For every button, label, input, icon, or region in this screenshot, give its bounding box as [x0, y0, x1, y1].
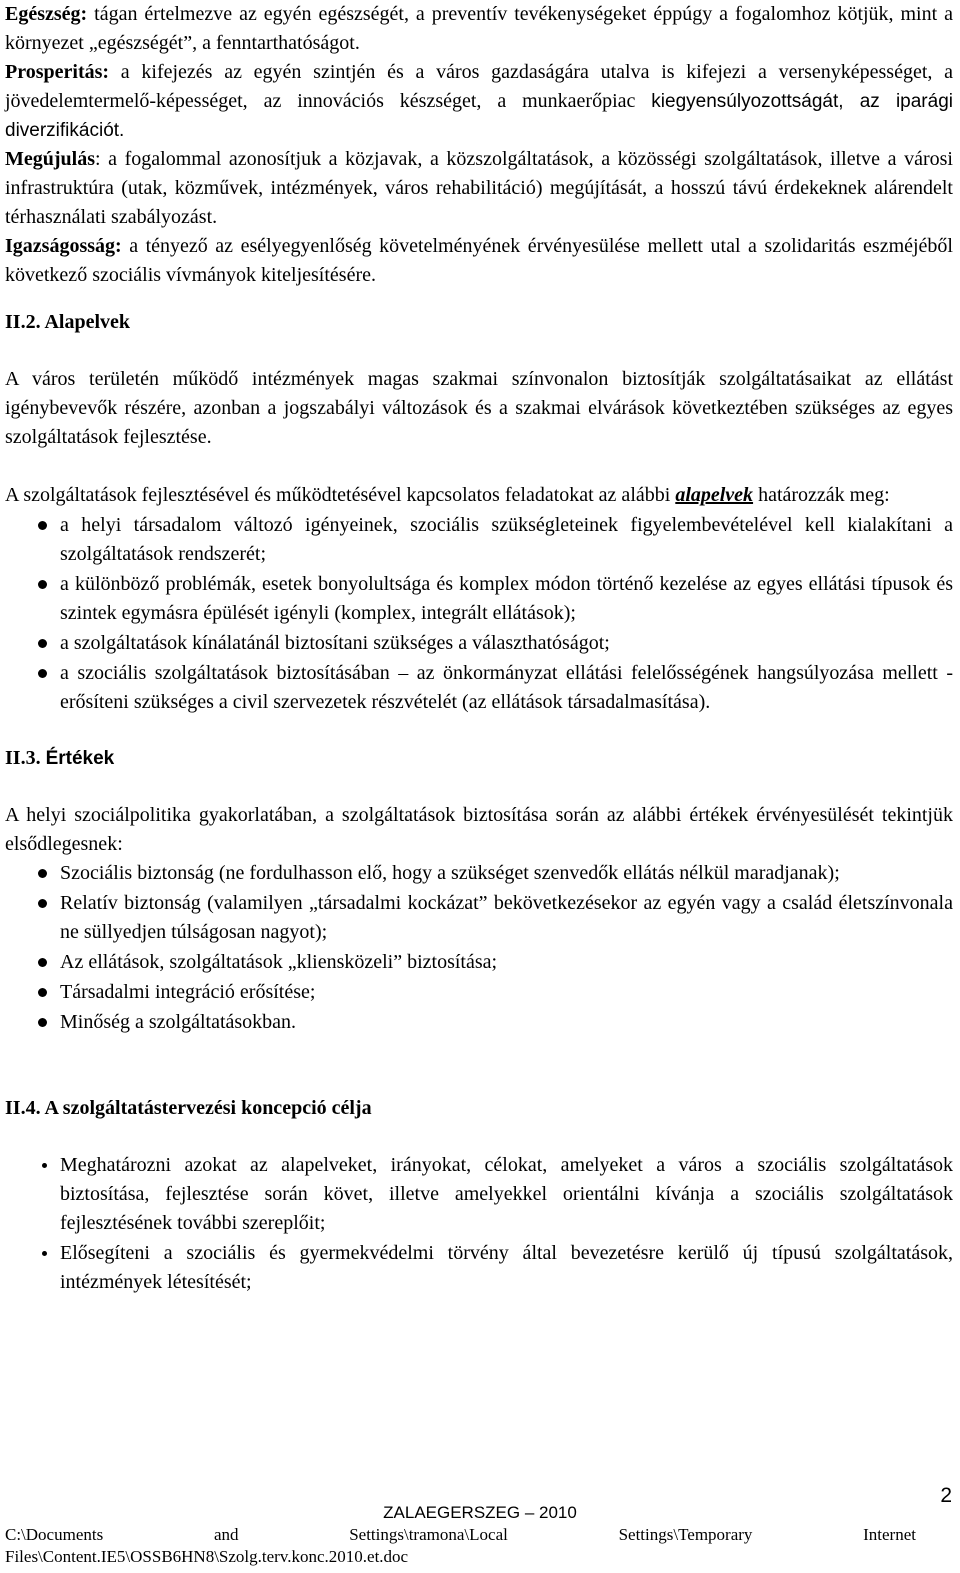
footer-path-segment: Settings\tramona\Local [349, 1525, 508, 1544]
footer-path-segment: C:\Documents [5, 1525, 104, 1544]
heading-ertekek [5, 744, 953, 773]
list-item: a helyi társadalom változó igényeinek, szociális szükségleteinek figyelembevételével kell kialakítani a szolgáltatások rendszerét; [5, 511, 953, 569]
definition-prosperitas-tail: kiegyensúlyozottságát, az iparági diverzifikációt. [5, 91, 953, 141]
heading-alapelvek: II.2. Alapelvek [5, 311, 131, 333]
definition-megujulas-text: : a fogalommal azonosítjuk a közjavak, a közszolgáltatások, a közösségi szolgáltatások, illetve a városi infrastruktúra (utak, közművek, intézmények, város rehabilitáció) megújítását, a hosszú távú érdekeknek alárendelt térhasználati szabályozást. [5, 148, 953, 228]
list-item: a szociális szolgáltatások biztosításában – az önkormányzat ellátási felelősségének hangsúlyozása mellett - erősíteni szükséges a civil szervezetek részvételét (az ellátások társadalmasítása). [5, 659, 953, 717]
alapelvek-paragraph-2-start: A szolgáltatások fejlesztésével és működtetésével kapcsolatos feladatokat az alábbi [5, 484, 676, 506]
alapelvek-paragraph-2-end: határozzák meg: [753, 484, 890, 506]
heading-celja: II.4. A szolgáltatástervezési koncepció célja [5, 1097, 372, 1119]
celja-list [5, 1151, 953, 1297]
list-item: Relatív biztonság (valamilyen „társadalmi kockázat” bekövetkezésekor az egyén vagy a család életszínvonala ne süllyedjen túlságosan nagyot); [5, 889, 953, 947]
list-item: Meghatározni azokat az alapelveket, irányokat, célokat, amelyeket a város a szociális szolgáltatások biztosítása, fejlesztése során követ, illetve amelyekkel orientálni kívánja a szociális szolgáltatások fejlesztésének további szereplőit; [5, 1151, 953, 1238]
list-item: a különböző problémák, esetek bonyolultsága és komplex módon történő kezelése az egyes ellátási típusok és szintek egymásra épülését igényli (komplex, integrált ellátások); [5, 570, 953, 628]
list-item: a szolgáltatások kínálatánál biztosítani szükséges a választhatóságot; [5, 629, 953, 658]
heading-ertekek-title: Értékek [45, 748, 115, 769]
definitions-block [5, 0, 953, 290]
definition-prosperitas-text: a kifejezés az egyén szintjén és a város gazdaságára utalva is kifejezi a versenyképességet, a jövedelemtermelő-képességet, az innovációs készséget, a munkaerőpiac [5, 61, 953, 112]
list-item: Az ellátások, szolgáltatások „kliensközeli” biztosítása; [5, 948, 953, 977]
list-item: Elősegíteni a szociális és gyermekvédelmi törvény által bevezetésre kerülő új típusú szolgáltatások, intézmények létesítését; [5, 1239, 953, 1297]
alapelvek-list [5, 511, 953, 717]
term-prosperitas: Prosperitás: [5, 61, 110, 83]
term-igazsagossag: Igazságosság: [5, 235, 122, 257]
definition-prosperitas [5, 58, 953, 145]
list-item: Szociális biztonság (ne fordulhasson elő, hogy a szükséget szenvedők ellátás nélkül maradjanak); [5, 859, 953, 888]
definition-igazsagossag [5, 232, 953, 290]
footer-path-line-1 [5, 1524, 916, 1546]
footer-path-segment: Settings\Temporary [618, 1525, 753, 1544]
term-egeszseg: Egészség: [5, 3, 88, 25]
footer-city-year: ZALAEGERSZEG – 2010 [383, 1503, 577, 1522]
ertekek-list [5, 859, 953, 1037]
footer-path-segment: Internet [863, 1525, 916, 1544]
footer-path-line-2: Files\Content.IE5\OSSB6HN8\Szolg.terv.konc.2010.et.doc [5, 1547, 409, 1566]
list-item: Társadalmi integráció erősítése; [5, 978, 953, 1007]
heading-ertekek-number: II.3. [5, 747, 46, 769]
footer-file-path [5, 1524, 916, 1568]
ertekek-paragraph: A helyi szociálpolitika gyakorlatában, a szolgáltatások biztosítása során az alábbi értékek érvényesülését tekintjük elsődlegesnek: [5, 804, 953, 855]
footer-path-segment: and [213, 1525, 239, 1544]
definition-igazsagossag-text: a tényező az esélyegyenlőség követelményének érvényesülése mellett utal a szolidaritás eszméjéből következő szociális vívmányok kiteljesítésére. [5, 235, 953, 286]
definition-megujulas [5, 145, 953, 232]
alapelvek-emphasis: alapelvek [675, 484, 754, 506]
term-megujulas: Megújulás [5, 148, 95, 170]
definition-egeszseg-text: tágan értelmezve az egyén egészségét, a preventív tevékenységeket éppúgy a fogalomhoz kötjük, mint a környezet „egészségét”, a fenntarthatóságot. [5, 3, 953, 54]
definition-egeszseg [5, 0, 953, 58]
alapelvek-paragraph-2 [5, 481, 953, 510]
alapelvek-paragraph-1: A város területén működő intézmények magas szakmai színvonalon biztosítják szolgáltatásaikat az ellátást igénybevevők részére, azonban a jogszabályi változások és a szakmai elvárások következtében szükséges az egyes szolgáltatások fejlesztése. [5, 368, 953, 448]
page-number: 2 [940, 1484, 952, 1507]
list-item: Minőség a szolgáltatásokban. [5, 1008, 953, 1037]
